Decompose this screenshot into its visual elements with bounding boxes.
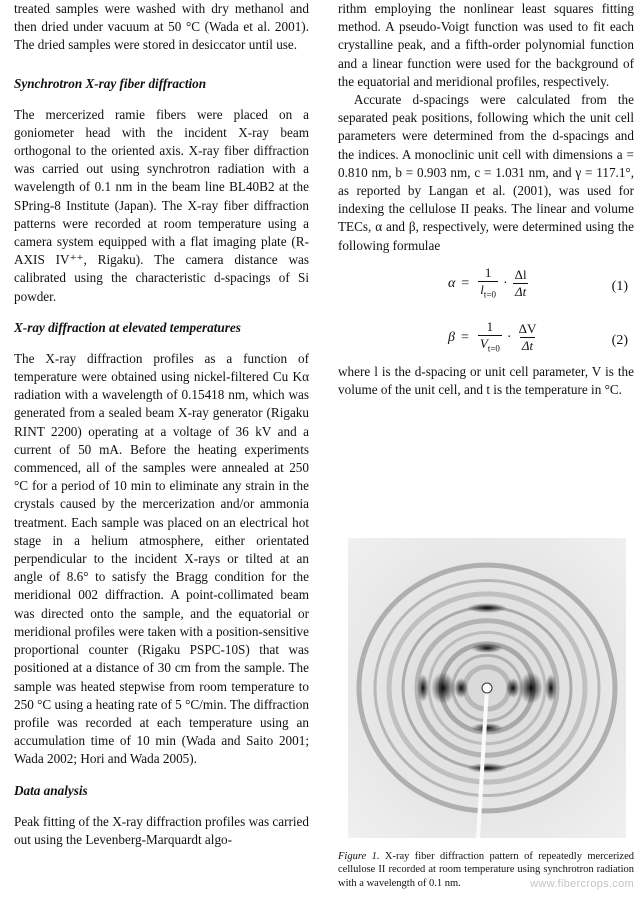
- equation-number: (1): [611, 278, 628, 294]
- right-column: [338, 0, 634, 399]
- fraction-numerator: Δl: [514, 267, 527, 283]
- fraction-numerator: 1: [484, 264, 492, 280]
- section-heading-synchrotron: Synchrotron X-ray fiber diffraction: [14, 75, 207, 91]
- paragraph-washing: treated samples were washed with dry methanol and then dried under vacuum at 50 °C (Wada et al. 2001). The dried samples were stored in desiccator until use.: [14, 1, 309, 53]
- equation-lhs: β: [448, 329, 455, 345]
- diffraction-spot: [471, 723, 503, 733]
- diffraction-spot: [417, 674, 429, 702]
- section-heading-elevated-temperatures: X-ray diffraction at elevated temperatures: [14, 319, 241, 335]
- equation-fraction: [517, 321, 539, 354]
- paragraph-synchrotron: The mercerized ramie fibers were placed on a goniometer head with the incident X-ray beam orthogonal to the oriented axis. X-ray fiber diffraction was carried out using synchrotron radiation with a wavelength of 0.1 nm in the beam line BL40B2 at the SPring-8 Institute (Japan). The X-ray fiber diffraction patterns were recorded at room temperature using a camera system equipped with a flat imaging plate (R-AXIS IV⁺⁺, Rigaku). The camera distance was calibrated using the characteristic d-spacings of Si powder.: [14, 106, 309, 304]
- paragraph-d-spacings: Accurate d-spacings were calculated from the separated peak positions, following which the unit cell parameters were determined from the d-spacings and the indices. A monoclinic unit cell with dimensions a = 0.810 nm, b = 0.903 nm, c = 1.031 nm, and γ = 117.1°, as reported by Langan et al. (2001), was used for indexing the cellulose II peaks. The linear and volume TECs, α and β, respectively, were determined using the following formulae: [338, 92, 634, 253]
- equation-number: (2): [611, 332, 628, 348]
- paragraph-fitting-method: rithm employing the nonlinear least squares fitting method. A pseudo-Voigt function was used to fit each crystalline peak, and a fifth-order polynomial function and a linear function were used for the background of the equatorial and meridional profiles, respectively.: [338, 1, 634, 89]
- left-column: [14, 0, 309, 849]
- fraction-numerator: ΔV: [518, 321, 537, 337]
- fraction-denominator: $l_{t=0}$: [478, 281, 498, 303]
- equation-fraction: [478, 265, 498, 303]
- diffraction-spot: [506, 678, 520, 698]
- figure-label: Figure 1.: [338, 851, 380, 862]
- fraction-denominator: Δt: [521, 338, 534, 354]
- equation-lhs: α: [448, 275, 456, 291]
- diffraction-spot: [431, 672, 455, 704]
- diffraction-spot: [467, 763, 507, 773]
- diffraction-pattern-figure: [348, 538, 626, 838]
- paragraph-where: where l is the d-spacing or unit cell parameter, V is the volume of the unit cell, and t is the temperature in °C.: [338, 363, 634, 398]
- equation-dot: ·: [502, 275, 508, 291]
- fraction-numerator: 1: [486, 318, 494, 334]
- paragraph-data-analysis: Peak fitting of the X-ray diffraction profiles was carried out using the Levenberg-Marquardt algo-: [14, 813, 309, 847]
- diffraction-spot: [545, 674, 557, 702]
- equation-dot: ·: [506, 329, 512, 345]
- diffraction-spot: [471, 643, 503, 653]
- equation-linear-tec: [338, 265, 634, 309]
- section-heading-data-analysis: Data analysis: [14, 782, 88, 798]
- paragraph-elevated-temperatures: The X-ray diffraction profiles as a function of temperature were obtained using nickel-filtered Cu Kα radiation with a wavelength of 0.15418 nm, which was generated from a sealed beam X-ray generator (Rigaku RINT 2200) operating at a voltage of 36 kV and a current of 50 mA. Before the heating experiments commenced, all of the samples were annealed at 250 °C for a period of 10 min to eliminate any strain in the crystals caused by the mercerization and/or ammonia treatment. Each sample was placed on an electrical hot stage in a helium atmosphere, either orientated perpendicular to the incident X-rays or tilted at an angle of 8.6° to satisfy the Bragg condition for the meridional 002 diffraction. A point-collimated beam was directed onto the sample, and the equatorial or meridional profiles were taken with a position-sensitive proportional counter (Rigaku PSPC-10S) that was positioned at a distance of 30 cm from the sample. The sample was heated stepwise from room temperature to 250 °C using a heating rate of 5 °C/min. The diffraction profile was recorded at each temperature using an accumulation time of 10 min (Wada and Saito 2001; Wada 2002; Hori and Wada 2005).: [14, 350, 309, 767]
- diffraction-spot: [467, 603, 507, 613]
- diffraction-spot: [454, 678, 468, 698]
- watermark: www.fibercrops.com: [530, 878, 634, 890]
- equation-volume-tec: [338, 319, 634, 363]
- fraction-denominator: Δt: [515, 284, 527, 300]
- equation-fraction: [478, 319, 502, 357]
- equation-fraction: [513, 267, 529, 300]
- equation-equals: =: [460, 329, 469, 345]
- diffraction-spot: [519, 672, 543, 704]
- figure-caption-text: X-ray fiber diffraction pattern of repeatedly mercerized cellulose II recorded at room temperature using synchrotron radiation with a wavelength of 0.1 nm.: [338, 851, 634, 889]
- equation-equals: =: [461, 275, 470, 291]
- fraction-denominator: $V_{t=0}$: [478, 335, 502, 357]
